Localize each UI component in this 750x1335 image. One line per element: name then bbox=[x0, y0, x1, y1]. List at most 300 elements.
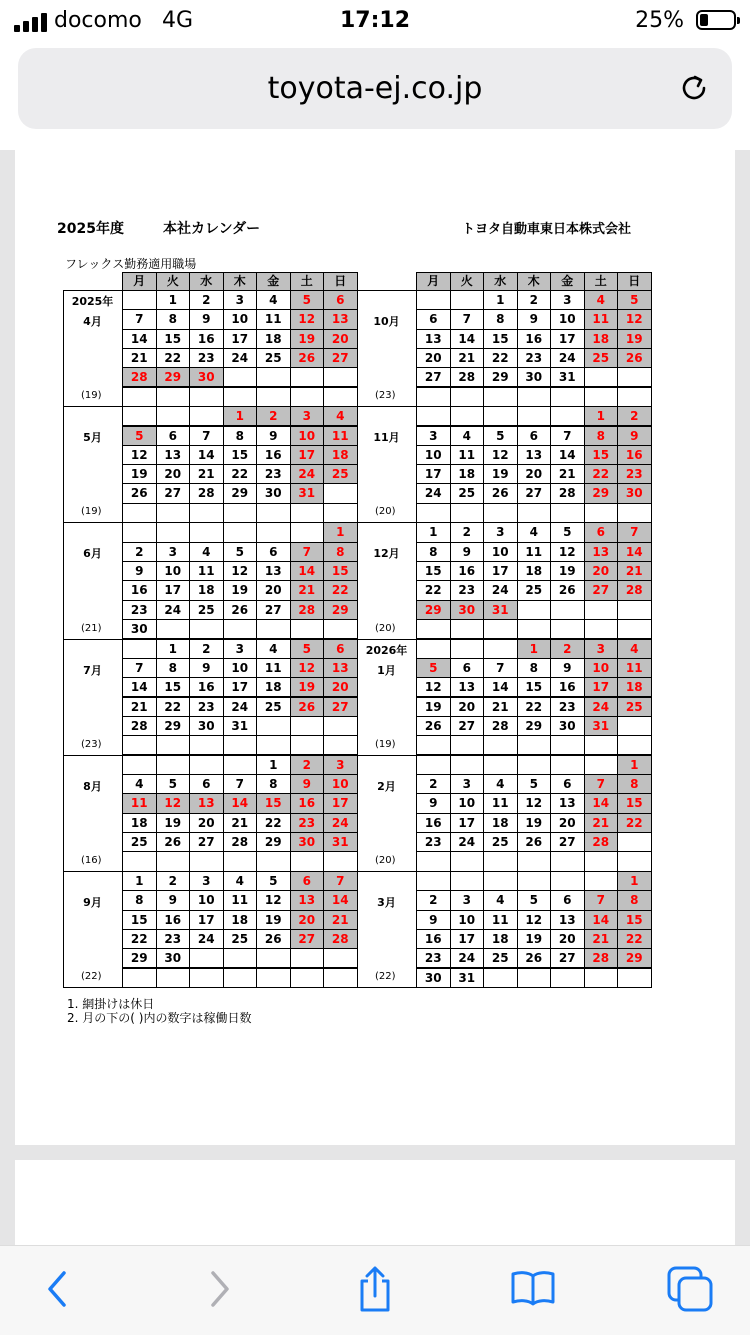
day-cell: 31 bbox=[550, 367, 585, 387]
day-cell: 24 bbox=[416, 483, 451, 503]
empty-cell bbox=[122, 290, 157, 310]
weekday-header: 土 bbox=[584, 272, 619, 291]
day-cell: 10 bbox=[290, 426, 325, 446]
day-cell: 5 bbox=[122, 426, 157, 446]
empty-cell bbox=[450, 503, 485, 523]
empty-cell bbox=[517, 871, 552, 891]
day-cell: 5 bbox=[223, 542, 258, 562]
day-cell: 18 bbox=[483, 813, 518, 833]
day-cell: 22 bbox=[617, 813, 652, 833]
company-name: トヨタ自動車東日本株式会社 bbox=[462, 222, 632, 237]
day-cell: 21 bbox=[223, 813, 258, 833]
forward-icon[interactable] bbox=[195, 1264, 245, 1314]
day-cell: 4 bbox=[223, 871, 258, 891]
day-cell: 21 bbox=[550, 464, 585, 484]
empty-cell bbox=[156, 755, 191, 775]
empty-cell bbox=[122, 406, 157, 426]
day-cell: 27 bbox=[290, 929, 325, 949]
status-bar bbox=[0, 0, 750, 44]
empty-cell bbox=[256, 968, 291, 988]
day-cell: 2 bbox=[122, 542, 157, 562]
empty-cell bbox=[223, 851, 258, 871]
note-2: 2. 月の下の( )内の数字は稼働日数 bbox=[67, 1011, 252, 1025]
day-cell: 9 bbox=[416, 793, 451, 813]
empty-cell bbox=[517, 851, 552, 871]
section-label: フレックス勤務適用職場 bbox=[65, 257, 197, 271]
tabs-icon[interactable] bbox=[665, 1264, 715, 1314]
day-cell: 29 bbox=[223, 483, 258, 503]
empty-cell bbox=[450, 406, 485, 426]
day-cell: 20 bbox=[517, 464, 552, 484]
day-cell: 14 bbox=[223, 793, 258, 813]
empty-cell bbox=[256, 619, 291, 639]
day-cell: 9 bbox=[550, 658, 585, 678]
battery-icon bbox=[696, 10, 736, 30]
day-cell: 26 bbox=[290, 697, 325, 717]
day-cell: 5 bbox=[617, 290, 652, 310]
day-cell: 28 bbox=[450, 367, 485, 387]
day-cell: 17 bbox=[223, 329, 258, 349]
day-cell: 5 bbox=[517, 774, 552, 794]
day-cell: 5 bbox=[550, 522, 585, 542]
day-cell: 29 bbox=[617, 948, 652, 968]
day-cell: 9 bbox=[450, 542, 485, 562]
day-cell: 10 bbox=[450, 793, 485, 813]
day-cell: 28 bbox=[122, 367, 157, 387]
empty-cell bbox=[223, 619, 258, 639]
day-cell: 24 bbox=[450, 948, 485, 968]
day-cell: 2 bbox=[256, 406, 291, 426]
day-cell: 24 bbox=[189, 929, 224, 949]
empty-cell bbox=[223, 755, 258, 775]
day-cell: 17 bbox=[323, 793, 358, 813]
day-cell: 11 bbox=[122, 793, 157, 813]
empty-cell bbox=[256, 367, 291, 387]
empty-cell bbox=[223, 968, 258, 988]
day-cell: 21 bbox=[189, 464, 224, 484]
day-cell: 25 bbox=[122, 832, 157, 852]
workday-count: (22) bbox=[81, 971, 102, 983]
month-label: 4月 bbox=[83, 315, 102, 328]
empty-cell bbox=[550, 871, 585, 891]
empty-cell bbox=[416, 619, 451, 639]
empty-cell bbox=[450, 387, 485, 407]
empty-cell bbox=[416, 851, 451, 871]
day-cell: 7 bbox=[617, 522, 652, 542]
day-cell: 18 bbox=[323, 445, 358, 465]
day-cell: 28 bbox=[122, 716, 157, 736]
day-cell: 4 bbox=[617, 639, 652, 659]
day-cell: 22 bbox=[256, 813, 291, 833]
day-cell: 7 bbox=[290, 542, 325, 562]
month-label: 10月 bbox=[373, 315, 400, 328]
address-bar[interactable] bbox=[18, 48, 732, 129]
empty-cell bbox=[122, 851, 157, 871]
empty-cell bbox=[517, 619, 552, 639]
bookmarks-icon[interactable] bbox=[508, 1264, 558, 1314]
day-cell: 9 bbox=[256, 426, 291, 446]
day-cell: 22 bbox=[584, 464, 619, 484]
empty-cell bbox=[416, 871, 451, 891]
day-cell: 3 bbox=[550, 290, 585, 310]
day-cell: 16 bbox=[550, 677, 585, 697]
day-cell: 22 bbox=[156, 697, 191, 717]
day-cell: 29 bbox=[416, 600, 451, 620]
empty-cell bbox=[189, 619, 224, 639]
day-cell: 31 bbox=[584, 716, 619, 736]
day-cell: 15 bbox=[517, 677, 552, 697]
day-cell: 8 bbox=[156, 309, 191, 329]
day-cell: 5 bbox=[156, 774, 191, 794]
reload-icon[interactable] bbox=[676, 70, 712, 106]
day-cell: 31 bbox=[450, 968, 485, 988]
day-cell: 23 bbox=[189, 348, 224, 368]
empty-cell bbox=[483, 619, 518, 639]
day-cell: 17 bbox=[483, 561, 518, 581]
day-cell: 20 bbox=[189, 813, 224, 833]
day-cell: 21 bbox=[584, 929, 619, 949]
day-cell: 23 bbox=[256, 464, 291, 484]
day-cell: 15 bbox=[156, 677, 191, 697]
day-cell: 1 bbox=[517, 639, 552, 659]
day-cell: 30 bbox=[189, 716, 224, 736]
day-cell: 17 bbox=[416, 464, 451, 484]
day-cell: 15 bbox=[122, 910, 157, 930]
empty-cell bbox=[323, 851, 358, 871]
empty-cell bbox=[290, 716, 325, 736]
day-cell: 19 bbox=[156, 813, 191, 833]
day-cell: 26 bbox=[517, 948, 552, 968]
empty-cell bbox=[617, 716, 652, 736]
share-icon[interactable] bbox=[350, 1264, 400, 1314]
day-cell: 10 bbox=[323, 774, 358, 794]
day-cell: 24 bbox=[323, 813, 358, 833]
empty-cell bbox=[122, 755, 157, 775]
day-cell: 1 bbox=[416, 522, 451, 542]
day-cell: 7 bbox=[122, 658, 157, 678]
day-cell: 8 bbox=[156, 658, 191, 678]
empty-cell bbox=[450, 639, 485, 659]
day-cell: 12 bbox=[550, 542, 585, 562]
day-cell: 6 bbox=[256, 542, 291, 562]
empty-cell bbox=[483, 406, 518, 426]
day-cell: 14 bbox=[584, 793, 619, 813]
day-cell: 6 bbox=[517, 426, 552, 446]
back-icon[interactable] bbox=[32, 1264, 82, 1314]
weekday-header: 月 bbox=[416, 272, 451, 291]
empty-cell bbox=[617, 968, 652, 988]
day-cell: 14 bbox=[122, 329, 157, 349]
empty-cell bbox=[323, 948, 358, 968]
day-cell: 24 bbox=[584, 697, 619, 717]
empty-cell bbox=[122, 522, 157, 542]
day-cell: 19 bbox=[122, 464, 157, 484]
day-cell: 4 bbox=[517, 522, 552, 542]
day-cell: 6 bbox=[584, 522, 619, 542]
day-cell: 5 bbox=[290, 639, 325, 659]
empty-cell bbox=[416, 290, 451, 310]
day-cell: 27 bbox=[416, 367, 451, 387]
empty-cell bbox=[416, 735, 451, 755]
day-cell: 19 bbox=[416, 697, 451, 717]
day-cell: 28 bbox=[617, 580, 652, 600]
weekday-header: 火 bbox=[156, 272, 191, 291]
day-cell: 20 bbox=[550, 929, 585, 949]
day-cell: 16 bbox=[156, 910, 191, 930]
empty-cell bbox=[256, 716, 291, 736]
day-cell: 6 bbox=[290, 871, 325, 891]
day-cell: 9 bbox=[416, 910, 451, 930]
day-cell: 1 bbox=[617, 871, 652, 891]
day-cell: 10 bbox=[156, 561, 191, 581]
day-cell: 6 bbox=[189, 774, 224, 794]
day-cell: 9 bbox=[617, 426, 652, 446]
day-cell: 4 bbox=[189, 542, 224, 562]
day-cell: 15 bbox=[223, 445, 258, 465]
day-cell: 13 bbox=[256, 561, 291, 581]
day-cell: 18 bbox=[450, 464, 485, 484]
day-cell: 6 bbox=[323, 290, 358, 310]
day-cell: 2 bbox=[450, 522, 485, 542]
day-cell: 21 bbox=[122, 697, 157, 717]
empty-cell bbox=[290, 948, 325, 968]
day-cell: 19 bbox=[223, 580, 258, 600]
day-cell: 27 bbox=[323, 348, 358, 368]
day-cell: 17 bbox=[450, 929, 485, 949]
day-cell: 30 bbox=[256, 483, 291, 503]
pdf-viewer[interactable] bbox=[0, 150, 750, 1245]
day-cell: 14 bbox=[450, 329, 485, 349]
day-cell: 31 bbox=[223, 716, 258, 736]
day-cell: 11 bbox=[483, 910, 518, 930]
day-cell: 12 bbox=[156, 793, 191, 813]
day-cell: 25 bbox=[256, 697, 291, 717]
day-cell: 10 bbox=[223, 309, 258, 329]
empty-cell bbox=[323, 387, 358, 407]
empty-cell bbox=[290, 503, 325, 523]
day-cell: 20 bbox=[550, 813, 585, 833]
day-cell: 8 bbox=[483, 309, 518, 329]
day-cell: 3 bbox=[483, 522, 518, 542]
day-cell: 22 bbox=[223, 464, 258, 484]
day-cell: 21 bbox=[483, 697, 518, 717]
workday-count: (19) bbox=[375, 738, 396, 750]
day-cell: 12 bbox=[256, 890, 291, 910]
day-cell: 20 bbox=[323, 677, 358, 697]
empty-cell bbox=[584, 871, 619, 891]
day-cell: 20 bbox=[290, 910, 325, 930]
month-label: 11月 bbox=[373, 431, 400, 445]
day-cell: 3 bbox=[416, 426, 451, 446]
day-cell: 25 bbox=[323, 464, 358, 484]
day-cell: 22 bbox=[323, 580, 358, 600]
day-cell: 7 bbox=[584, 890, 619, 910]
day-cell: 31 bbox=[483, 600, 518, 620]
empty-cell bbox=[617, 600, 652, 620]
day-cell: 28 bbox=[189, 483, 224, 503]
day-cell: 14 bbox=[122, 677, 157, 697]
day-cell: 17 bbox=[550, 329, 585, 349]
day-cell: 28 bbox=[223, 832, 258, 852]
day-cell: 6 bbox=[156, 426, 191, 446]
month-label: 12月 bbox=[373, 547, 400, 561]
day-cell: 28 bbox=[290, 600, 325, 620]
empty-cell bbox=[617, 503, 652, 523]
day-cell: 18 bbox=[223, 910, 258, 930]
day-cell: 26 bbox=[156, 832, 191, 852]
day-cell: 2 bbox=[156, 871, 191, 891]
day-cell: 20 bbox=[256, 580, 291, 600]
url-text[interactable]: toyota-ej.co.jp bbox=[267, 71, 483, 106]
day-cell: 3 bbox=[323, 755, 358, 775]
day-cell: 25 bbox=[617, 697, 652, 717]
day-cell: 26 bbox=[256, 929, 291, 949]
day-cell: 9 bbox=[189, 658, 224, 678]
day-cell: 20 bbox=[584, 561, 619, 581]
day-cell: 14 bbox=[550, 445, 585, 465]
empty-cell bbox=[416, 503, 451, 523]
empty-cell bbox=[323, 968, 358, 988]
empty-cell bbox=[256, 503, 291, 523]
empty-cell bbox=[323, 367, 358, 387]
day-cell: 8 bbox=[223, 426, 258, 446]
empty-cell bbox=[584, 367, 619, 387]
day-cell: 25 bbox=[584, 348, 619, 368]
empty-cell bbox=[450, 290, 485, 310]
empty-cell bbox=[450, 735, 485, 755]
empty-cell bbox=[323, 503, 358, 523]
day-cell: 13 bbox=[156, 445, 191, 465]
day-cell: 12 bbox=[517, 793, 552, 813]
day-cell: 24 bbox=[290, 464, 325, 484]
day-cell: 17 bbox=[189, 910, 224, 930]
empty-cell bbox=[189, 522, 224, 542]
day-cell: 18 bbox=[584, 329, 619, 349]
day-cell: 23 bbox=[550, 697, 585, 717]
empty-cell bbox=[122, 503, 157, 523]
clock: 17:12 bbox=[339, 8, 411, 33]
day-cell: 3 bbox=[450, 774, 485, 794]
day-cell: 15 bbox=[617, 910, 652, 930]
day-cell: 11 bbox=[584, 309, 619, 329]
day-cell: 28 bbox=[550, 483, 585, 503]
day-cell: 18 bbox=[189, 580, 224, 600]
day-cell: 12 bbox=[517, 910, 552, 930]
day-cell: 1 bbox=[122, 871, 157, 891]
month-year: 2025年 bbox=[71, 295, 114, 308]
empty-cell bbox=[290, 735, 325, 755]
day-cell: 12 bbox=[122, 445, 157, 465]
day-cell: 13 bbox=[450, 677, 485, 697]
empty-cell bbox=[617, 619, 652, 639]
day-cell: 27 bbox=[256, 600, 291, 620]
empty-cell bbox=[156, 406, 191, 426]
day-cell: 4 bbox=[256, 639, 291, 659]
day-cell: 30 bbox=[517, 367, 552, 387]
day-cell: 31 bbox=[323, 832, 358, 852]
day-cell: 24 bbox=[450, 832, 485, 852]
empty-cell bbox=[450, 871, 485, 891]
day-cell: 4 bbox=[483, 890, 518, 910]
empty-cell bbox=[550, 503, 585, 523]
day-cell: 2 bbox=[550, 639, 585, 659]
day-cell: 23 bbox=[290, 813, 325, 833]
empty-cell bbox=[122, 968, 157, 988]
day-cell: 19 bbox=[290, 329, 325, 349]
day-cell: 11 bbox=[189, 561, 224, 581]
day-cell: 6 bbox=[550, 774, 585, 794]
empty-cell bbox=[584, 503, 619, 523]
day-cell: 8 bbox=[256, 774, 291, 794]
empty-cell bbox=[517, 600, 552, 620]
day-cell: 11 bbox=[223, 890, 258, 910]
day-cell: 8 bbox=[416, 542, 451, 562]
empty-cell bbox=[550, 851, 585, 871]
day-cell: 23 bbox=[416, 948, 451, 968]
day-cell: 18 bbox=[256, 329, 291, 349]
weekday-header: 月 bbox=[122, 272, 157, 291]
day-cell: 28 bbox=[483, 716, 518, 736]
weekday-header: 土 bbox=[290, 272, 325, 291]
workday-count: (23) bbox=[375, 390, 396, 402]
day-cell: 17 bbox=[450, 813, 485, 833]
empty-cell bbox=[156, 387, 191, 407]
day-cell: 18 bbox=[483, 929, 518, 949]
day-cell: 30 bbox=[617, 483, 652, 503]
empty-cell bbox=[189, 968, 224, 988]
empty-cell bbox=[584, 600, 619, 620]
day-cell: 27 bbox=[189, 832, 224, 852]
day-cell: 19 bbox=[483, 464, 518, 484]
day-cell: 17 bbox=[223, 677, 258, 697]
day-cell: 30 bbox=[189, 367, 224, 387]
day-cell: 6 bbox=[450, 658, 485, 678]
empty-cell bbox=[483, 503, 518, 523]
day-cell: 23 bbox=[122, 600, 157, 620]
day-cell: 11 bbox=[517, 542, 552, 562]
note-1: 1. 網掛けは休日 bbox=[67, 997, 155, 1011]
weekday-header: 水 bbox=[189, 272, 224, 291]
empty-cell bbox=[323, 735, 358, 755]
empty-cell bbox=[584, 851, 619, 871]
day-cell: 7 bbox=[223, 774, 258, 794]
empty-cell bbox=[517, 387, 552, 407]
workday-count: (23) bbox=[81, 738, 102, 750]
empty-cell bbox=[584, 735, 619, 755]
weekday-header: 木 bbox=[517, 272, 552, 291]
day-cell: 1 bbox=[156, 639, 191, 659]
day-cell: 26 bbox=[122, 483, 157, 503]
day-cell: 28 bbox=[323, 929, 358, 949]
day-cell: 9 bbox=[517, 309, 552, 329]
empty-cell bbox=[290, 968, 325, 988]
day-cell: 23 bbox=[156, 929, 191, 949]
empty-cell bbox=[223, 522, 258, 542]
empty-cell bbox=[290, 387, 325, 407]
workday-count: (21) bbox=[81, 622, 102, 634]
empty-cell bbox=[156, 619, 191, 639]
day-cell: 13 bbox=[584, 542, 619, 562]
day-cell: 2 bbox=[416, 774, 451, 794]
day-cell: 21 bbox=[617, 561, 652, 581]
day-cell: 19 bbox=[550, 561, 585, 581]
empty-cell bbox=[450, 755, 485, 775]
month-label: 3月 bbox=[377, 896, 396, 909]
day-cell: 26 bbox=[517, 832, 552, 852]
workday-count: (20) bbox=[375, 506, 396, 518]
empty-cell bbox=[256, 851, 291, 871]
weekday-header: 金 bbox=[550, 272, 585, 291]
